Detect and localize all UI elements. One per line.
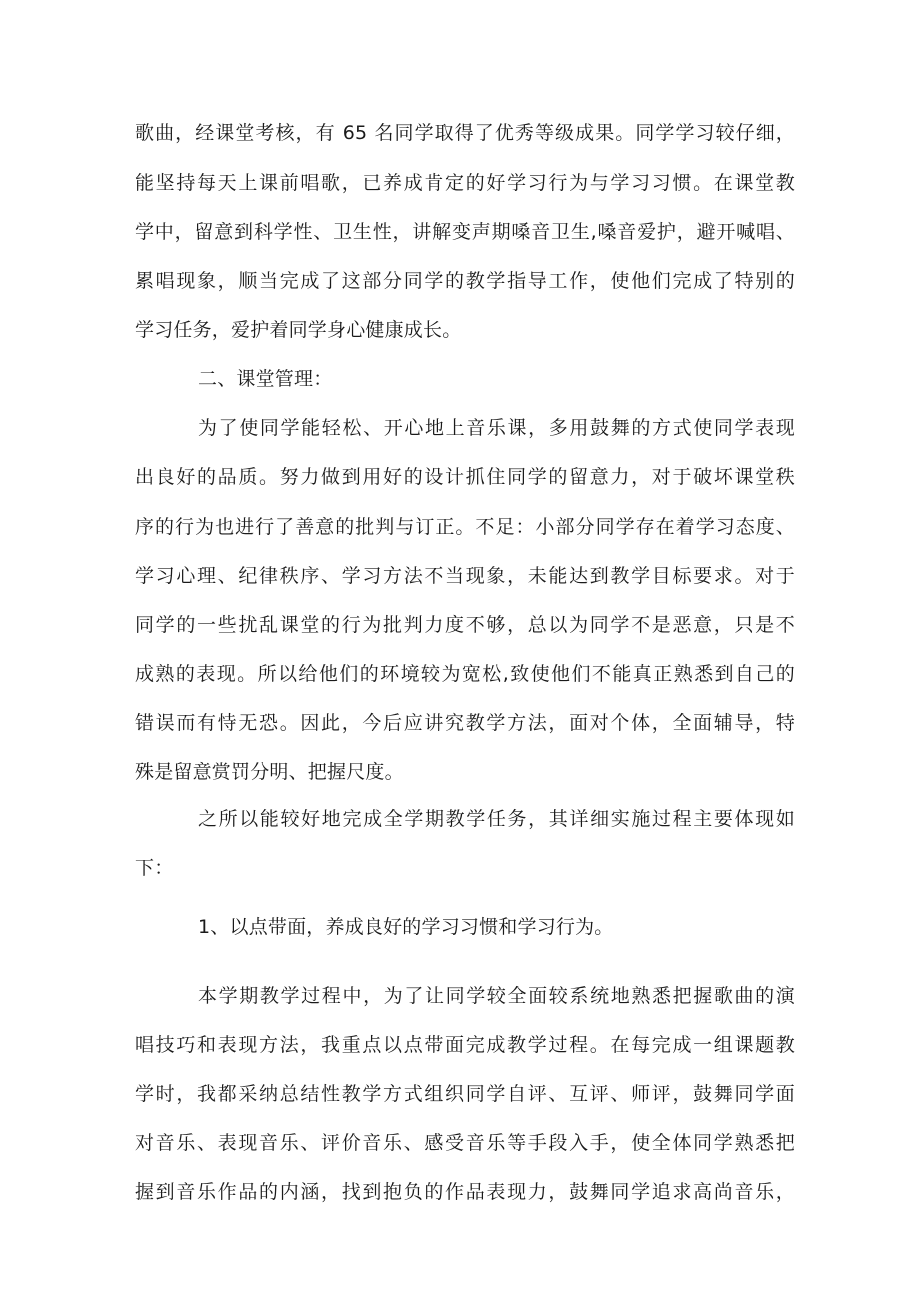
- text-line: 成熟的表现。所以给他们的环境较为宽松,致使他们不能真正熟悉到自己的: [135, 663, 795, 685]
- text-line: 本学期教学过程中，为了让同学较全面较系统地熟悉把握歌曲的演: [198, 985, 795, 1007]
- text-line: 歌曲，经课堂考核，有 65 名同学取得了优秀等级成果。同学学习较仔细，: [135, 122, 795, 144]
- text-line: 错误而有恃无恐。因此，今后应讲究教学方法，面对个体，全面辅导，特: [135, 712, 795, 734]
- text-line: 之所以能较好地完成全学期教学任务，其详细实施过程主要体现如: [198, 808, 795, 830]
- text-line: 学习任务，爱护着同学身心健康成长。: [135, 319, 462, 341]
- text-line: 学中，留意到科学性、卫生性，讲解变声期嗓音卫生,嗓音爱护，避开喊唱、: [135, 221, 795, 243]
- text-line: 同学的一些扰乱课堂的行为批判力度不够，总以为同学不是恶意，只是不: [135, 614, 795, 636]
- text-line: 累唱现象，顺当完成了这部分同学的教学指导工作，使他们完成了特别的: [135, 270, 795, 292]
- text-line: 能坚持每天上课前唱歌，已养成肯定的好学习行为与学习习惯。在课堂教: [135, 172, 795, 194]
- text-line: 出良好的品质。努力做到用好的设计抓住同学的留意力，对于破坏课堂秩: [135, 466, 795, 488]
- text-line: 序的行为也进行了善意的批判与订正。不足：小部分同学存在着学习态度、: [135, 516, 795, 538]
- section-heading: 二、课堂管理：: [198, 368, 333, 390]
- text-line: 握到音乐作品的内涵，找到抱负的作品表现力，鼓舞同学追求高尚音乐，: [135, 1181, 795, 1203]
- text-line: 学时，我都采纳总结性教学方式组织同学自评、互评、师评，鼓舞同学面: [135, 1083, 795, 1105]
- text-line: 殊是留意赏罚分明、把握尺度。: [135, 761, 404, 783]
- text-line: 唱技巧和表现方法，我重点以点带面完成教学过程。在每完成一组课题教: [135, 1034, 795, 1056]
- text-line: 对音乐、表现音乐、评价音乐、感受音乐等手段入手，使全体同学熟悉把: [135, 1132, 795, 1154]
- text-line: 为了使同学能轻松、开心地上音乐课，多用鼓舞的方式使同学表现: [198, 417, 795, 439]
- text-line: 学习心理、纪律秩序、学习方法不当现象，未能达到教学目标要求。对于: [135, 565, 795, 587]
- list-item-heading: 1、以点带面，养成良好的学习习惯和学习行为。: [198, 916, 614, 938]
- text-line: 下：: [135, 857, 174, 879]
